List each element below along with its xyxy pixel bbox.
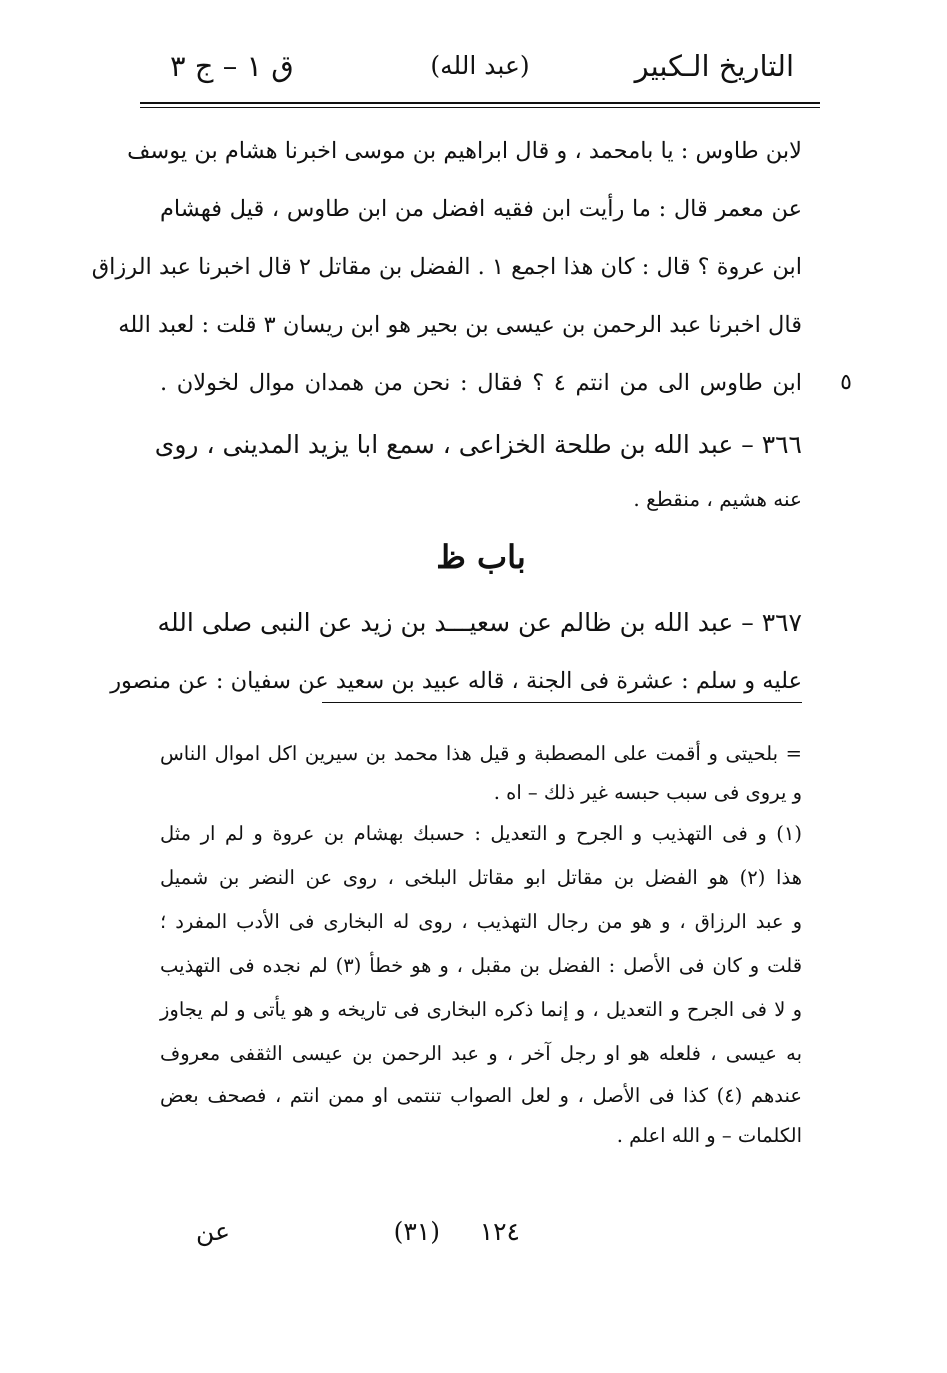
footnote-line: = بلحيتى و أقمت على المصطبة و قيل هذا محمد بن سيرين اكل اموال الناس (160, 742, 802, 765)
footnote-line: و عبد الرزاق ، و هو من رجال التهذيب ، روى له البخارى فى الأدب المفرد ؛ (160, 910, 802, 933)
entry-367-line: ٣٦٧ – عبد الله بن ظالم عن سعيـــد بن زيد عن النبى صلى الله (157, 608, 802, 637)
text-line: قال اخبرنا عبد الرحمن بن عيسى بن بحير هو ابن ريسان ٣ قلت : لعبد الله (118, 312, 802, 338)
main-text (91, 122, 852, 703)
page-footer (140, 1210, 820, 1260)
footnote-line: الكلمات – و الله اعلم . (616, 1124, 802, 1147)
signature-number: (٣١) (393, 1217, 440, 1246)
page-number: ١٢٤ (479, 1217, 520, 1246)
footnote-line: و لا فى الجرح و التعديل ، و إنما ذكره البخارى فى تاريخه و هو يأتى و لم يجاوز (160, 998, 802, 1021)
text-line: لابن طاوس : يا بامحمد ، و قال ابراهيم بن موسى اخبرنا هشام بن يوسف (127, 138, 802, 164)
footnote-line: (١) و فى التهذيب و الجرح و التعديل : حسبك بهشام بن عروة و لم ار مثل (160, 822, 802, 845)
entry-367-continuation: عليه و سلم : عشرة فى الجنة ، قاله عبيد بن سعيد عن سفيان : عن منصور (110, 668, 802, 694)
text-line: عن معمر قال : ما رأيت ابن فقيه افضل من ابن طاوس ، قيل فهشام (160, 196, 802, 222)
footnotes (160, 734, 802, 1155)
chapter-heading: باب ظ (436, 538, 526, 576)
running-header (140, 40, 820, 102)
text-line-with-marker (160, 354, 852, 412)
book-title: التاريخ الـكبير (634, 49, 794, 83)
page (91, 40, 852, 1147)
catchword: عن (196, 1217, 230, 1246)
footnote-line: عندهم (٤) كذا فى الأصل ، و لعل الصواب تنتمى او ممن انتم ، فصحف بعض (160, 1084, 802, 1107)
entry-366-line: ٣٦٦ – عبد الله بن طلحة الخزاعى ، سمع ابا يزيد المدينى ، روى (154, 430, 802, 459)
header-rule-thin (140, 107, 820, 108)
header-rule-thick (140, 102, 820, 104)
text-line: ابن عروة ؟ قال : كان هذا اجمع ١ . الفضل بن مقاتل ٢ قال اخبرنا عبد الرزاق (91, 254, 802, 280)
section-name: (عبد الله) (430, 51, 530, 80)
footnote-line: قلت و كان فى الأصل : الفضل بن مقبل ، و هو خطأ (٣) لم نجده فى التهذيب (160, 954, 803, 977)
entry-366-continuation: عنه هشيم ، منقطع . (633, 487, 802, 511)
text-line: ابن طاوس الى من انتم ٤ ؟ فقال : نحن من همدان موال لخولان . (160, 370, 802, 396)
line-number-marker: ٥ (840, 370, 852, 395)
footnote-line: هذا (٢) هو الفضل بن مقاتل ابو مقاتل البلخى ، روى عن النضر بن شميل (160, 866, 802, 889)
footnote-line: و يروى فى سبب حبسه غير ذلك – اه . (493, 781, 802, 804)
footnote-line: به عيسى ، فلعله هو او رجل آخر ، و عبد الرحمن بن عيسى الثقفى معروف (160, 1042, 802, 1065)
volume-label: ق ١ – ج ٣ (170, 49, 294, 83)
